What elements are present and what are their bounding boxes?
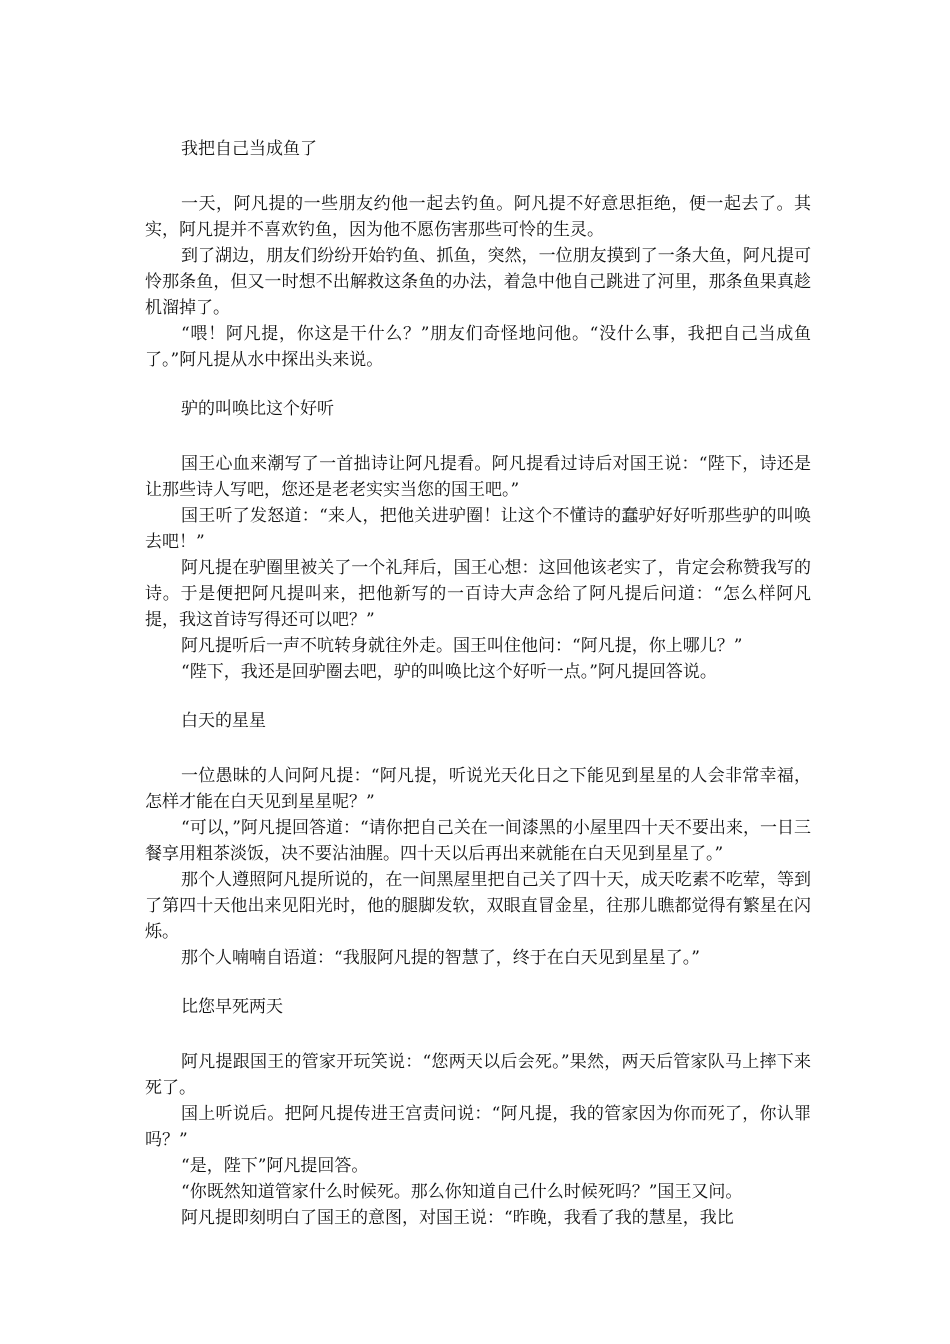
story-section xyxy=(145,136,811,373)
document-body xyxy=(145,136,811,1254)
paragraph: 国上听说后。把阿凡提传进王宫责问说：“阿凡提，我的管家因为你而死了，你认罪吗？” xyxy=(145,1104,811,1150)
story-section xyxy=(145,396,811,685)
paragraph: 阿凡提在驴圈里被关了一个礼拜后，国王心想：这回他该老实了，肯定会称赞我写的诗。于是便把阿凡提叫来，把他新写的一百诗大声念给了阿凡提后问道：“怎么样阿凡提，我这首诗写得还可以吧？” xyxy=(145,558,811,630)
story-section xyxy=(145,994,811,1231)
paragraph: 到了湖边，朋友们纷纷开始钓鱼、抓鱼，突然，一位朋友摸到了一条大鱼，阿凡提可怜那条鱼，但又一时想不出解救这条鱼的办法，着急中他自己跳进了河里，那条鱼果真趁机溜掉了。 xyxy=(145,246,811,318)
paragraph: 一位愚昧的人问阿凡提：“阿凡提，听说光天化日之下能见到星星的人会非常幸福，怎样才能在白天见到星星呢？” xyxy=(145,766,811,812)
paragraph: 阿凡提即刻明白了国王的意图，对国王说：“昨晚，我看了我的慧星，我比 xyxy=(181,1208,734,1228)
story-title: 驴的叫唤比这个好听 xyxy=(181,399,334,419)
paragraph: “你既然知道管家什么时候死。那么你知道自己什么时候死吗？”国王又问。 xyxy=(181,1182,743,1202)
paragraph: “喂！阿凡提，你这是干什么？”朋友们奇怪地问他。“没什么事，我把自己当成鱼了。”阿凡提从水中探出头来说。 xyxy=(145,324,811,370)
paragraph: “可以，”阿凡提回答道：“请你把自己关在一间漆黑的小屋里四十天不要出来，一日三餐享用粗茶淡饭，决不要沾油腥。四十天以后再出来就能在白天见到星星了。” xyxy=(145,818,811,864)
paragraph: 国王心血来潮写了一首拙诗让阿凡提看。阿凡提看过诗后对国王说：“陛下，诗还是让那些诗人写吧，您还是老老实实当您的国王吧。” xyxy=(145,454,811,500)
story-title: 比您早死两天 xyxy=(181,997,283,1017)
story-title: 我把自己当成鱼了 xyxy=(181,139,317,159)
paragraph: “是，陛下”阿凡提回答。 xyxy=(181,1156,369,1176)
paragraph: 阿凡提跟国王的管家开玩笑说：“您两天以后会死。”果然，两天后管家队马上摔下来死了。 xyxy=(145,1052,811,1098)
paragraph: 一天，阿凡提的一些朋友约他一起去钓鱼。阿凡提不好意思拒绝，便一起去了。其实，阿凡提并不喜欢钓鱼，因为他不愿伤害那些可怜的生灵。 xyxy=(145,194,811,240)
paragraph: 阿凡提听后一声不吭转身就往外走。国王叫住他问：“阿凡提，你上哪儿？” xyxy=(181,636,743,656)
story-section xyxy=(145,708,811,971)
paragraph: 那个人喃喃自语道：“我服阿凡提的智慧了，终于在白天见到星星了。” xyxy=(181,948,700,968)
paragraph: 那个人遵照阿凡提所说的，在一间黑屋里把自己关了四十天，成天吃素不吃荤，等到了第四十天他出来见阳光时，他的腿脚发软，双眼直冒金星，往那儿瞧都觉得有繁星在闪烁。 xyxy=(145,870,811,942)
paragraph: “陛下，我还是回驴圈去吧，驴的叫唤比这个好听一点。”阿凡提回答说。 xyxy=(181,662,717,682)
story-title: 白天的星星 xyxy=(181,711,266,731)
paragraph: 国王听了发怒道：“来人，把他关进驴圈！让这个不懂诗的蠢驴好好听那些驴的叫唤去吧！” xyxy=(145,506,811,552)
